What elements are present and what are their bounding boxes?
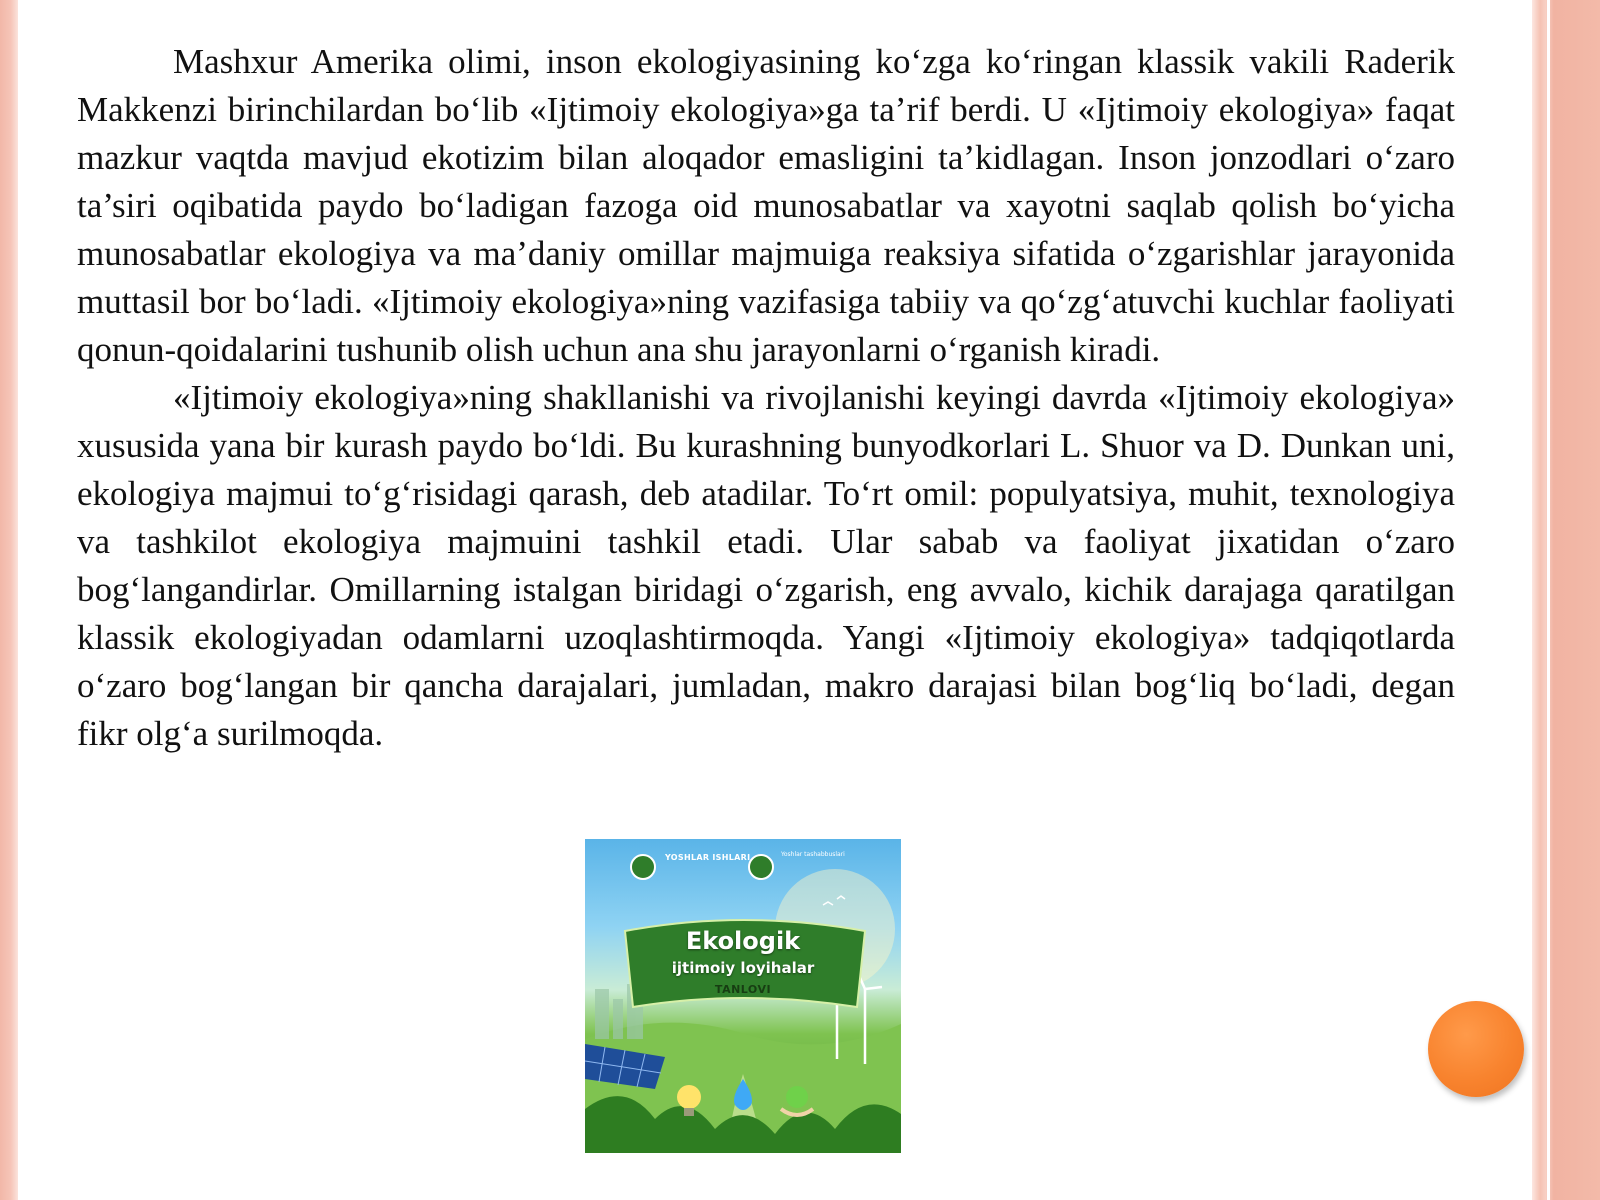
left-decorative-bar [0, 0, 18, 1200]
poster-tag: TANLOVI [714, 983, 772, 996]
right-bar-divider [1547, 0, 1550, 1200]
orange-accent-circle [1428, 1001, 1524, 1097]
poster-artwork [585, 839, 901, 1153]
paragraph-1: Mashxur Amerika olimi, inson ekologiyasining ko‘zga ko‘ringan klassik vakili Raderik Makkenzi birinchilardan bo‘lib «Ijtimoiy ekologiya»ga ta’rif berdi. U «Ijtimoiy ekologiya» faqat mazkur vaqtda mavjud ekotizim bilan aloqador emasligini ta’kidlagan. Inson jonzodlari o‘zaro ta’siri oqibatida paydo bo‘ladigan fazoga oid munosabatlar va xayotni saqlab qolish bo‘yicha munosabatlar ekologiya va ma’daniy omillar majmuiga reaksiya sifatida o‘zgarishlar jarayonida muttasil bor bo‘ladi. «Ijtimoiy ekologiya»ning vazifasiga tabiiy va qo‘zg‘atuvchi kuchlar faoliyati qonun-qoidalarini tushunib olish uchun ana shu jarayonlarni o‘rganish kiradi. [77, 42, 1455, 369]
poster-subtitle: ijtimoiy loyihalar [671, 959, 815, 977]
paragraph-2: «Ijtimoiy ekologiya»ning shakllanishi va rivojlanishi keyingi davrda «Ijtimoiy ekologiya» xususida yana bir kurash paydo bo‘ldi. Bu kurashning bunyodkorlari L. Shuor va D. Dunkan uni, ekologiya majmui to‘g‘risidagi qarash, deb atadilar. To‘rt omil: populyatsiya, muhit, texnologiya va tashkilot ekologiya majmuini tashkil etadi. Ular sabab va faoliyat jixatidan o‘zaro bog‘langandirlar. Omillarning istalgan biridagi o‘zgarish, eng avvalo, kichik darajaga qaratilgan klassik ekologiyadan odamlarni uzoqlashtirmoqda. Yangi «Ijtimoiy ekologiya» tadqiqotlarda o‘zaro bog‘langan bir qancha darajalari, jumladan, makro darajasi bilan bog‘liq bo‘ladi, degan fikr olg‘a surilmoqda. [77, 378, 1455, 753]
poster-org-right: Yoshlar tashabbuslari [781, 851, 845, 858]
slide-text-body [77, 38, 1455, 758]
poster-org-left: YOSHLAR ISHLARI [665, 853, 751, 862]
right-decorative-bar [1532, 0, 1600, 1200]
leaf-logo-icon [749, 855, 773, 879]
org-logo-icon [631, 855, 655, 879]
poster-title: Ekologik [685, 927, 801, 955]
eco-contest-poster [585, 839, 901, 1153]
